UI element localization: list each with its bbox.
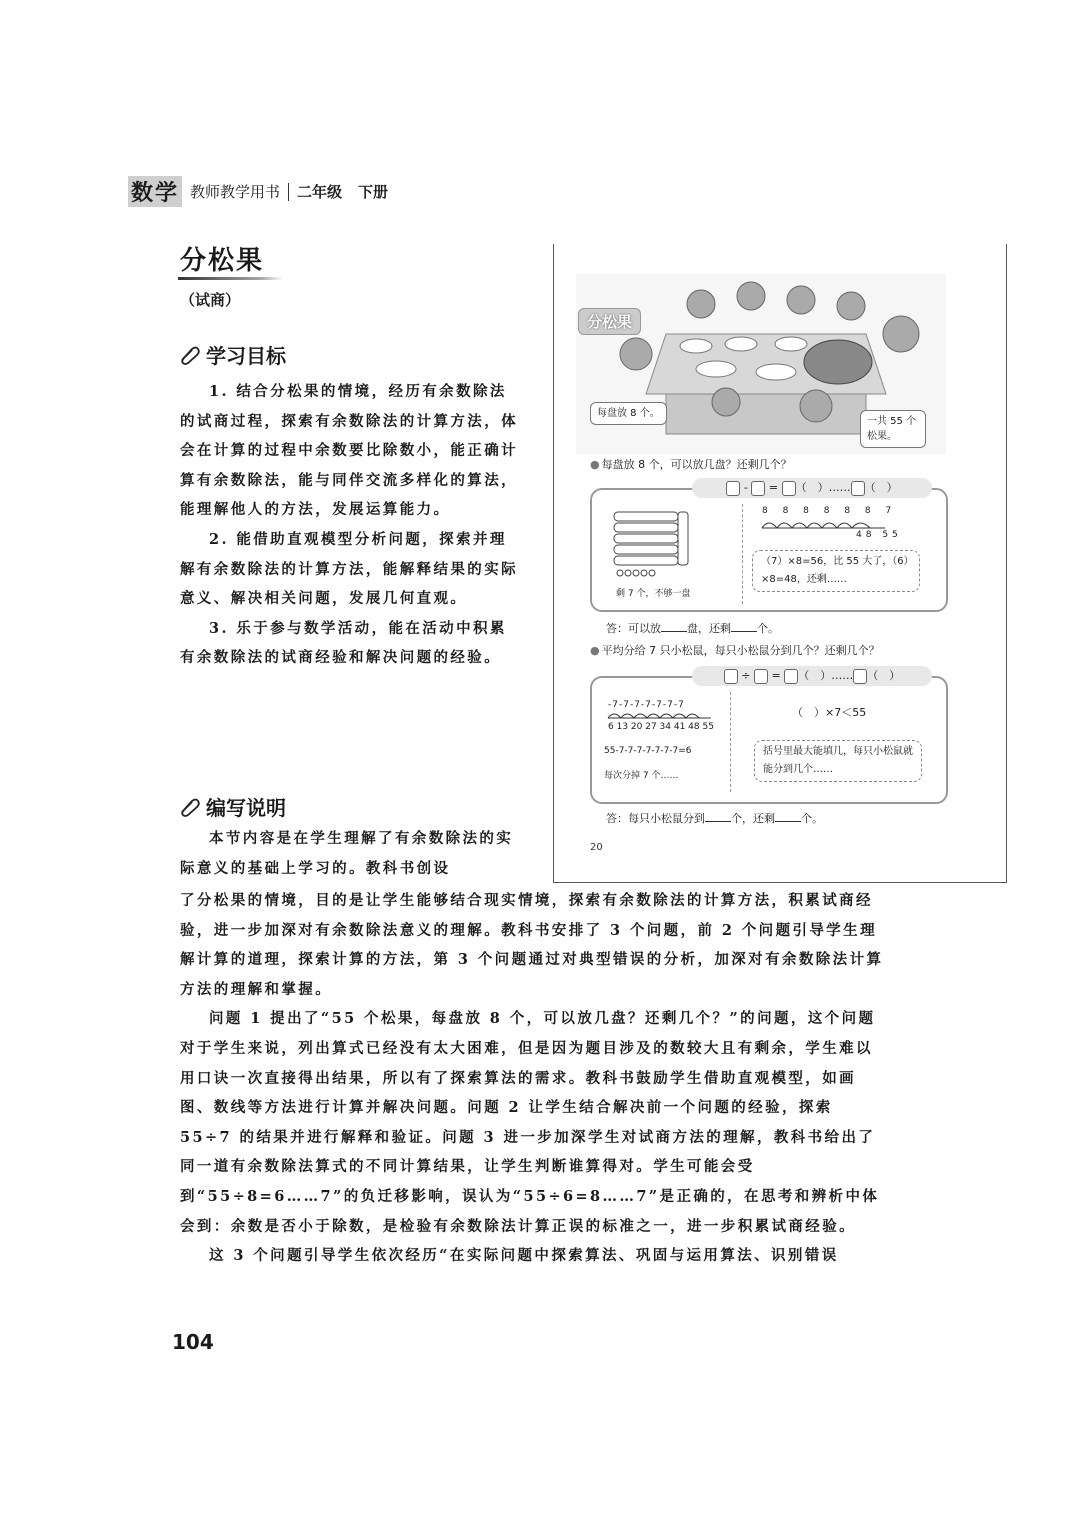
goal-item-1: 1. 结合分松果的情境，经历有余数除法的试商过程，探索有余数除法的计算方法，体会在计算的过程中余数要比除数小，能正确计算有余数除法，能与同伴交流多样化的算法，能理解他人的方法，发展运算能力。 xyxy=(180,383,518,519)
writing-intro-text: 本节内容是在学生理解了有余数除法的实际意义的基础上学习的。教科书创设 xyxy=(180,830,514,877)
goal-item-2: 2. 能借助直观模型分析问题，探索并理解有余数除法的计算方法，能解释结果的实际意义、解决相关问题，发展几何直观。 xyxy=(180,530,518,608)
answer-2-part-c: 个。 xyxy=(801,812,823,825)
title-underline xyxy=(178,277,283,280)
hint-note-1: （7）×8=56，比 55 大了，（6）×8=48，还剩…… xyxy=(752,550,920,592)
lesson-title: 分松果 xyxy=(180,246,265,276)
speech-bubble-right: 一共 55 个松果。 xyxy=(860,410,926,448)
number-line-2 xyxy=(606,708,716,722)
lesson-tag: 分松果 xyxy=(578,308,641,335)
writing-body xyxy=(180,886,885,1271)
goals-heading xyxy=(178,340,286,369)
answer-line-1 xyxy=(606,620,779,636)
textbook-page-number: 20 xyxy=(590,842,603,853)
question-2: ● 平均分给 7 只小松鼠，每只小松鼠分到几个？还剩几个？ xyxy=(590,642,880,658)
equation-row-1: - = （ ）…… （ ） xyxy=(692,478,932,498)
writing-p2: 问题 1 提出了“55 个松果，每盘放 8 个，可以放几盘？还剩几个？”的问题，这个问题对于学生来说，列出算式已经没有太大困难，但是因为题目涉及的数较大且有剩余，学生难以用口诀一次直接得出结果，所以有了探索算法的需求。教科书鼓励学生借助直观模型，如画图、数线等方法进行计算并解决问题。问题 2 让学生结合解决前一个问题的经验，探索 55÷7 的结果并进行解释和验证。问题 3 进一步加深学生对试商方法的理解，教科书给出了同一道有余数除法算式的不同计算结果，让学生判断谁算得对。学生可能会受到“55÷8=6……7”的负迁移影响，误认为“55÷6=8……7”是正确的，在思考和辨析中体会到：余数是否小于除数，是检验有余数除法计算正误的标准之一，进一步积累试商经验。 xyxy=(180,1010,880,1235)
number-line-top: 8 8 8 8 8 8 7 xyxy=(762,506,898,516)
paperclip-icon xyxy=(178,345,202,365)
number-line-bottom: 48 55 xyxy=(856,530,902,540)
eq2-operator: ÷ xyxy=(741,669,751,682)
grade-label: 二年级 xyxy=(297,183,343,201)
question-1: ● 每盘放 8 个，可以放几盘？还剩几个？ xyxy=(590,456,792,472)
running-header xyxy=(128,176,388,207)
hint-note-2: 括号里最大能填几，每只小松鼠就能分到几个…… xyxy=(754,740,922,782)
array-caption: 剩 7 个，不够一盘 xyxy=(616,589,691,599)
answer-2-part-b: 个，还剩 xyxy=(731,812,775,825)
subtraction-caption: 每次分掉 7 个…… xyxy=(604,771,679,781)
eq1-operator: - xyxy=(743,481,748,494)
eq1-quotient: （ ）…… xyxy=(795,481,851,494)
answer-1-part-a: 答：可以放 xyxy=(606,622,661,635)
book-label: 教师教学用书 xyxy=(190,183,281,201)
textbook-excerpt xyxy=(553,244,1007,883)
speech-bubble-left: 每盘放 8 个。 xyxy=(590,402,667,425)
pine-cone-array-illustration xyxy=(612,510,692,580)
equation-row-2: ÷ = （ ）…… （ ） xyxy=(692,666,932,686)
number-line-2-top: -7-7-7-7-7-7-7 xyxy=(608,700,685,710)
answer-2-part-a: 答：每只小松鼠分到 xyxy=(606,812,705,825)
volume-label: 下册 xyxy=(358,183,389,201)
subtraction-method: 55-7-7-7-7-7-7-7=6 xyxy=(604,746,692,756)
writing-p1: 了分松果的情境，目的是让学生能够结合现实情境，探索有余数除法的计算方法，积累试商经验，进一步加深对有余数除法意义的理解。教科书安排了 3 个问题，前 2 个问题引导学生理解计算的道理，探索计算的方法，第 3 个问题通过对典型错误的分析，加深对有余数除法计算方法的理解和掌握。 xyxy=(180,892,884,998)
workspace-box-1 xyxy=(590,481,948,612)
subject-label: 数学 xyxy=(128,176,182,207)
goal-item-3: 3. 乐于参与数学活动，能在活动中积累有余数除法的试商经验和解决问题的经验。 xyxy=(180,619,507,667)
paperclip-icon xyxy=(178,797,202,817)
inequality: （ ）×7＜55 xyxy=(792,706,867,719)
page-number: 104 xyxy=(172,1330,214,1354)
answer-line-2 xyxy=(606,810,823,826)
goals-list xyxy=(180,377,520,673)
lesson-subtitle: （试商） xyxy=(180,291,241,309)
answer-1-part-b: 盘，还剩 xyxy=(687,622,731,635)
answer-1-part-c: 个。 xyxy=(757,622,779,635)
header-divider xyxy=(288,183,289,201)
number-line-2-bottom: 6 13 20 27 34 41 48 55 xyxy=(608,722,714,732)
goals-heading-text: 学习目标 xyxy=(206,344,286,368)
writing-heading xyxy=(178,792,286,821)
writing-intro xyxy=(180,824,525,883)
writing-p3: 这 3 个问题引导学生依次经历“在实际问题中探索算法、巩固与运用算法、识别错误 xyxy=(209,1247,839,1265)
writing-heading-text: 编写说明 xyxy=(206,796,286,820)
workspace-box-2 xyxy=(590,669,948,804)
eq2-quotient: （ ）…… xyxy=(798,669,854,682)
